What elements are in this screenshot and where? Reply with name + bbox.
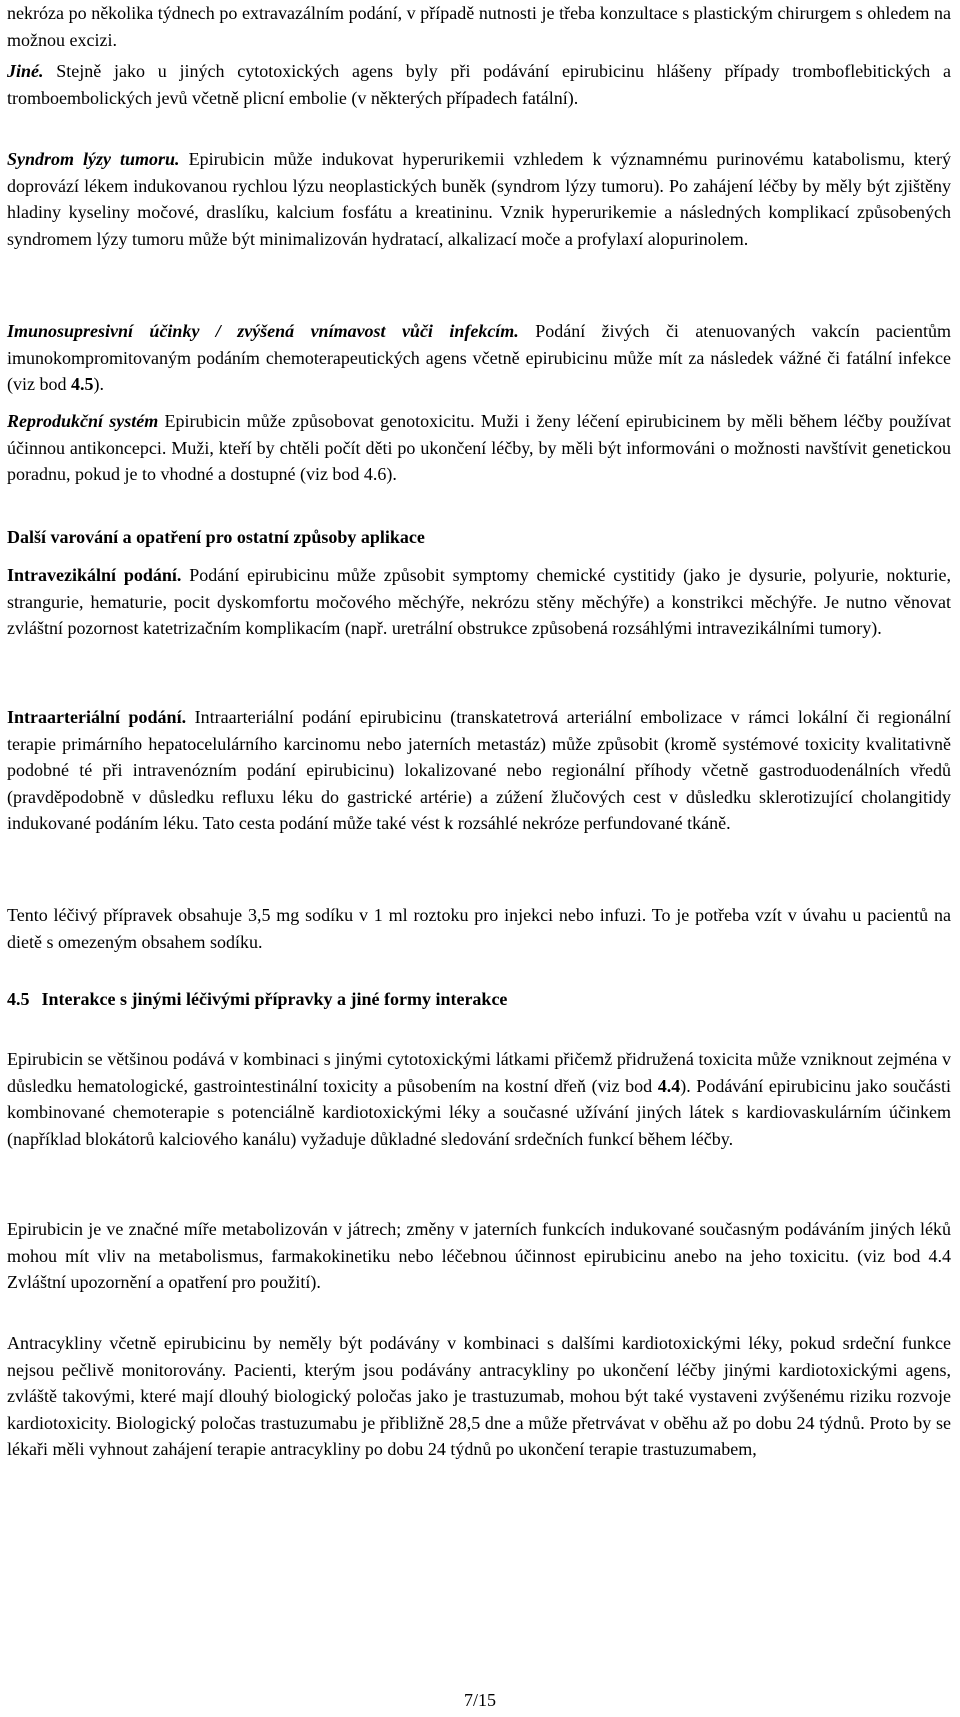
page-number: 7/15 (463, 1690, 496, 1710)
paragraph-title: Syndrom lýzy tumoru. (7, 149, 180, 169)
paragraph-title: Intraarteriální podání. (7, 707, 187, 727)
section-title: Interakce s jinými léčivými přípravky a jiné formy interakce (41, 989, 508, 1009)
paragraph-text: Podání živých či atenuovaných vakcín pacientům imunokompromitovaným podáním chemoterapeutických agens včetně epirubicinu může mít za následek vážné či fatální infekce (viz bod (7, 321, 951, 394)
paragraph-tumor-lysis-syndrome (7, 146, 951, 252)
paragraph-text: Epirubicin se většinou podává v kombinaci s jinými cytotoxickými látkami přičemž přidružená toxicita může vzniknout zejména v důsledku hematologické, gastrointestinální toxicity a působením na kostní dřeň (viz bod (7, 1049, 951, 1096)
paragraph-interactions-liver (7, 1216, 951, 1296)
paragraph-intraarterial (7, 704, 951, 837)
paragraph-title: Jiné. (7, 61, 44, 81)
paragraph-intravesical (7, 562, 951, 642)
paragraph-extravasation-continued (7, 0, 951, 53)
paragraph-text: Epirubicin je ve značné míře metabolizován v játrech; změny v jaterních funkcích indukované současným podáváním jiných léků mohou mít vliv na metabolismus, farmakokinetiku nebo léčebnou účinnost epirubicinu anebo na jeho toxicitu. (viz bod 4.4 Zvláštní upozornění a opatření pro použití). (7, 1219, 951, 1292)
paragraph-text: ). Podávání epirubicinu jako součásti kombinované chemoterapie s potenciálně kardiotoxickými léky a současné užívání jiných látek s kardiovaskulárním účinkem (například blokátorů kalciového kanálu) vyžaduje důkladné sledování srdečních funkcí během léčby. (7, 1075, 951, 1149)
paragraph-title: Intravezikální podání. (7, 565, 182, 585)
paragraph-reproductive-system (7, 408, 951, 488)
section-number: 4.5 (7, 989, 30, 1009)
paragraph-text: Podání epirubicinu může způsobit symptomy chemické cystitidy (jako je dysurie, polyurie, nokturie, strangurie, hematurie, pocit dyskomfortu močového měchýře, nekrózu stěny měchýře) a konstrikci měchýře. Je nutno věnovat zvláštní pozornost katetrizačním komplikacím (např. uretrální obstrukce způsobená rozsáhlými intravezikálními tumory). (7, 565, 951, 638)
paragraph-text: Epirubicin může indukovat hyperurikemii vzhledem k významnému purinovému katabolismu, který doprovází lékem indukovanou rychlou lýzu neoplastických buněk (syndrom lýzy tumoru). Po zahájení léčby by měly být zjištěny hladiny kyseliny močové, draslíku, kalcium fosfátu a kreatininu. Vznik hyperurikemie a následných komplikací způsobených syndromem lýzy tumoru může být minimalizován hydratací, alkalizací moče a profylaxí alopurinolem. (7, 149, 951, 249)
paragraph-title: Imunosupresivní účinky / zvýšená vnímavost vůči infekcím. (7, 321, 519, 341)
paragraph-text: nekróza po několika týdnech po extravazálním podání, v případě nutnosti je třeba konzultace s plastickým chirurgem s ohledem na možnou excizi. (7, 3, 951, 50)
paragraph-text: Stejně jako u jiných cytotoxických agens byly při podávání epirubicinu hlášeny případy tromboflebitických a tromboembolických jevů včetně plicní embolie (v některých případech fatální). (7, 61, 951, 108)
paragraph-text: ). (93, 374, 104, 394)
paragraph-text: Antracykliny včetně epirubicinu by neměly být podávány v kombinaci s dalšími kardiotoxickými léky, pokud srdeční funkce nejsou pečlivě monitorovány. Pacienti, kterým jsou podávány antracykliny po ukončení léčby jinými kardiotoxickými agens, zvláště takovými, které mají dlouhý biologický poločas jako je trastuzumab, mohou být také vystaveni zvýšenému riziku rozvoje kardiotoxicity. Biologický poločas trastuzumabu je přibližně 28,5 dne a může přetrvávat v oběhu až po dobu 24 týdnů. Proto by se lékaři měli vyhnout zahájení terapie antracykliny po dobu 24 týdnů po ukončení terapie trastuzumabem, (7, 1333, 951, 1459)
paragraph-sodium-content (7, 902, 951, 955)
paragraph-immunosuppression (7, 318, 951, 398)
paragraph-text: Epirubicin může způsobovat genotoxicitu. Muži i ženy léčení epirubicinem by měli během léčby používat účinnou antikoncepci. Muži, kteří by chtěli počít děti po ukončení léčby, by měli být informováni o možnosti navštívit genetickou poradnu, pokud je to vhodné a dostupné (viz bod 4.6). (7, 411, 951, 484)
section-heading-4-5 (7, 986, 507, 1013)
paragraph-text: Intraarteriální podání epirubicinu (transkatetrová arteriální embolizace v rámci lokální či regionální terapie primárního hepatocelulárního karcinomu nebo jaterních metastáz) může způsobit (kromě systémové toxicity kvalitativně podobné té při intravenózním podání epirubicinu) lokalizované nebo regionální příhody včetně gastroduodenálních vředů (pravděpodobně v důsledku refluxu léku do gastrické artérie) a zúžení žlučových cest v důsledku sklerotizující cholangitidy indukované podáním léku. Tato cesta podání může také vést k rozsáhlé nekróze perfundované tkáně. (7, 707, 951, 833)
paragraph-title: Reprodukční systém (7, 411, 159, 431)
paragraph-interactions-anthracyclines (7, 1330, 951, 1463)
paragraph-text: Tento léčivý přípravek obsahuje 3,5 mg sodíku v 1 ml roztoku pro injekci nebo infuzi. To je potřeba vzít v úvahu u pacientů na dietě s omezeným obsahem sodíku. (7, 905, 951, 952)
section-heading-other-warnings: Další varování a opatření pro ostatní způsoby aplikace (7, 527, 425, 547)
section-reference: 4.4 (657, 1075, 681, 1096)
section-reference: 4.5 (70, 374, 94, 394)
paragraph-interactions-combination (7, 1046, 951, 1152)
paragraph-other (7, 58, 951, 111)
